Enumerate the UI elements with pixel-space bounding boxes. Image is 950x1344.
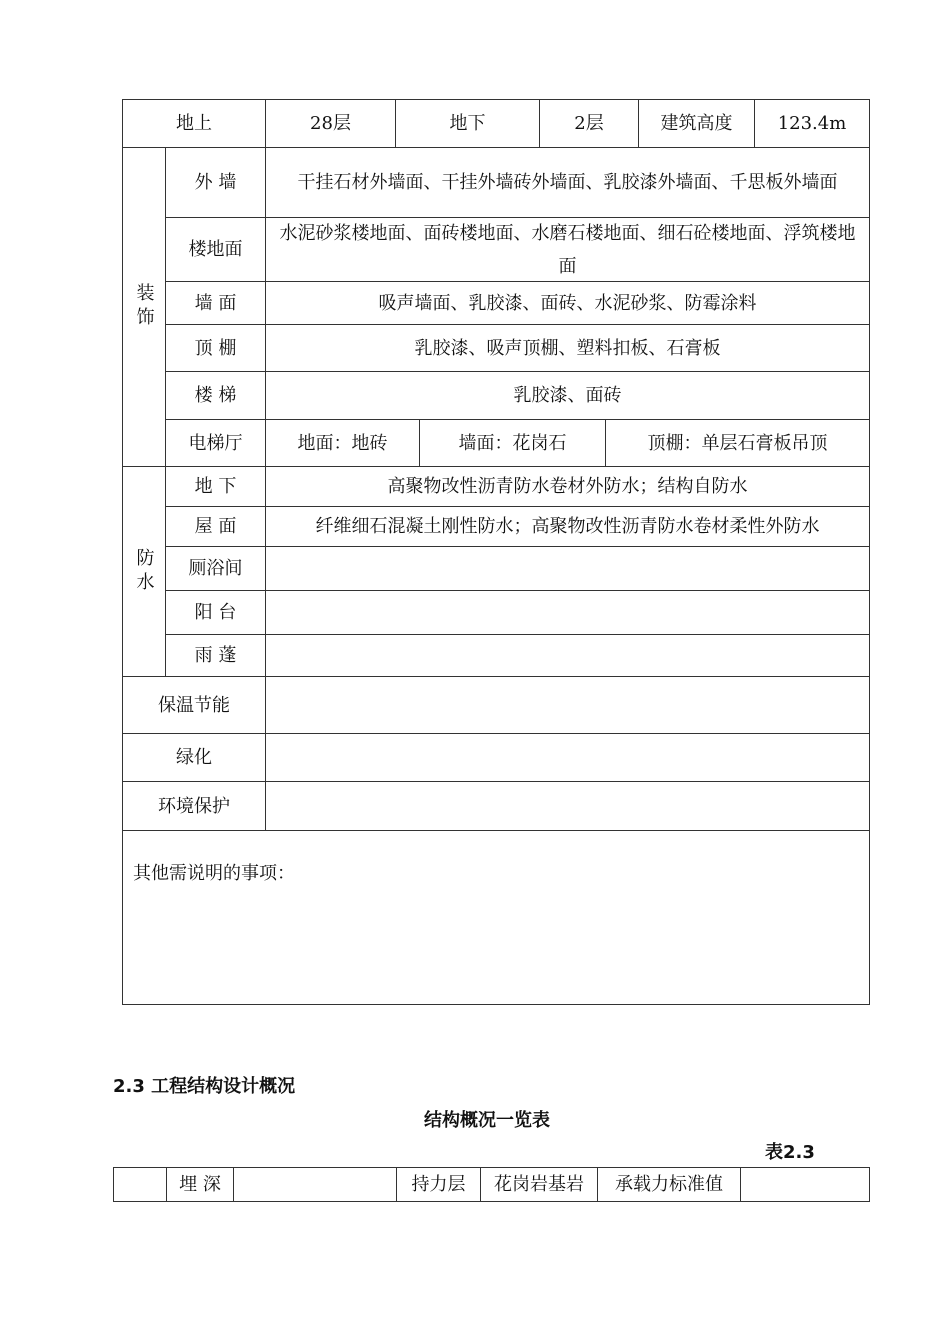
roof-waterproof-label: 屋 面 — [165, 506, 266, 547]
above-ground-value: 28层 — [265, 99, 396, 148]
section-heading: 2.3 工程结构设计概况 — [113, 1076, 296, 1097]
bathroom-waterproof-label: 厕浴间 — [165, 546, 266, 591]
burial-depth-label: 埋 深 — [166, 1167, 234, 1202]
elevator-hall-label: 电梯厅 — [165, 419, 266, 467]
exterior-wall-value: 干挂石材外墙面、干挂外墙砖外墙面、乳胶漆外墙面、千思板外墙面 — [265, 147, 870, 218]
greening-value — [265, 733, 870, 782]
exterior-wall-label: 外 墙 — [165, 147, 266, 218]
notes-cell — [122, 830, 870, 1005]
floor-label: 楼地面 — [165, 217, 266, 282]
interior-wall-label: 墙 面 — [165, 281, 266, 325]
basement-waterproof-label: 地 下 — [165, 466, 266, 507]
canopy-waterproof-label: 雨 蓬 — [165, 634, 266, 677]
elevator-hall-wall: 墙面：花岗石 — [419, 419, 606, 467]
waterproof-group-label: 防水 — [122, 466, 166, 677]
ceiling-value: 乳胶漆、吸声顶棚、塑料扣板、石膏板 — [265, 324, 870, 372]
environment-label: 环境保护 — [122, 781, 266, 831]
bearing-capacity-label: 承载力标准值 — [597, 1167, 741, 1202]
notes-label: 其他需说明的事项： — [133, 863, 295, 884]
bathroom-waterproof-value — [265, 546, 870, 591]
building-height-value: 123.4m — [754, 99, 870, 148]
ceiling-label: 顶 棚 — [165, 324, 266, 372]
table-title: 结构概况一览表 — [424, 1110, 550, 1131]
below-ground-value: 2层 — [539, 99, 639, 148]
burial-depth-value — [233, 1167, 397, 1202]
bearing-layer-label: 持力层 — [396, 1167, 481, 1202]
insulation-value — [265, 676, 870, 734]
decoration-group-label: 装饰 — [122, 147, 166, 467]
floor-value: 水泥砂浆楼地面、面砖楼地面、水磨石楼地面、细石砼楼地面、浮筑楼地面 — [265, 217, 870, 282]
greening-label: 绿化 — [122, 733, 266, 782]
stairs-label: 楼 梯 — [165, 371, 266, 420]
interior-wall-value: 吸声墙面、乳胶漆、面砖、水泥砂浆、防霉涂料 — [265, 281, 870, 325]
below-ground-label: 地下 — [395, 99, 540, 148]
balcony-waterproof-value — [265, 590, 870, 635]
above-ground-label: 地上 — [122, 99, 266, 148]
roof-waterproof-value: 纤维细石混凝土刚性防水；高聚物改性沥青防水卷材柔性外防水 — [265, 506, 870, 547]
basement-waterproof-value: 高聚物改性沥青防水卷材外防水；结构自防水 — [265, 466, 870, 507]
stairs-value: 乳胶漆、面砖 — [265, 371, 870, 420]
bearing-layer-value: 花岗岩基岩 — [480, 1167, 598, 1202]
building-height-label: 建筑高度 — [638, 99, 755, 148]
balcony-waterproof-label: 阳 台 — [165, 590, 266, 635]
canopy-waterproof-value — [265, 634, 870, 677]
bearing-capacity-value — [740, 1167, 870, 1202]
insulation-label: 保温节能 — [122, 676, 266, 734]
table-row-lead-cell — [113, 1167, 167, 1202]
environment-value — [265, 781, 870, 831]
elevator-hall-floor: 地面：地砖 — [265, 419, 420, 467]
elevator-hall-ceiling: 顶棚：单层石膏板吊顶 — [605, 419, 870, 467]
table-number: 表2.3 — [765, 1142, 815, 1163]
